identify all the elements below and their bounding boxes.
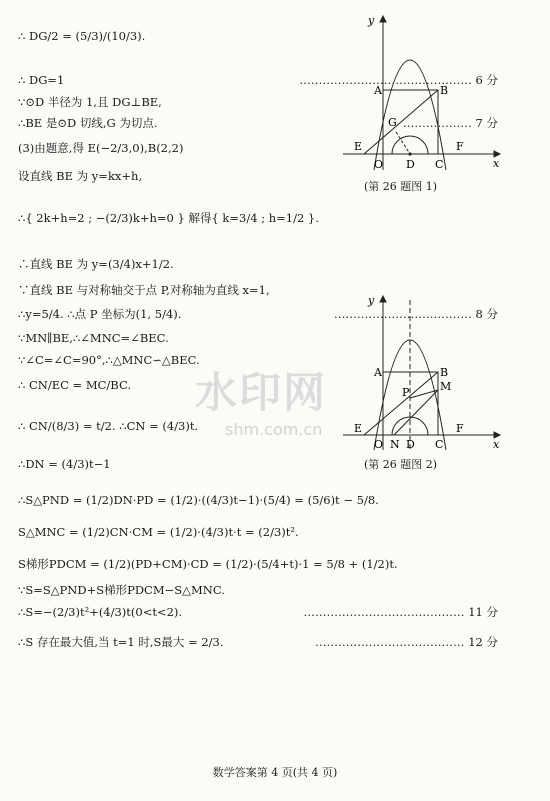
figure-1-caption: (第 26 题图 1)	[364, 180, 438, 193]
figure-1	[338, 10, 508, 175]
figure-2-caption: (第 26 题图 2)	[364, 458, 438, 471]
line-dg-ratio: ∴ DG/2 = (5/3)/(10/3).	[18, 29, 146, 43]
label-b: B	[440, 84, 449, 97]
label-g: G	[388, 116, 397, 129]
y-axis-arrow	[380, 296, 386, 302]
label-d: D	[406, 438, 415, 451]
watermark-url: shm.com.cn	[225, 420, 323, 439]
line-tangent: ∴BE 是⊙D 切线,G 为切点.	[18, 116, 158, 130]
label-x: x	[493, 157, 500, 170]
points-12: ………………………………… 12 分	[315, 635, 498, 649]
page-footer: 数学答案第 4 页(共 4 页)	[212, 766, 338, 779]
watermark-main: 水印网	[195, 368, 328, 417]
watermark	[195, 360, 327, 439]
label-y: y	[368, 294, 375, 307]
points-11: …………………………………… 11 分	[303, 605, 498, 619]
label-f: F	[456, 140, 464, 153]
point-d	[408, 152, 411, 155]
label-m: M	[440, 380, 452, 393]
trapezoid-pdcm	[410, 390, 438, 435]
label-n: N	[390, 438, 400, 451]
label-o: O	[374, 158, 384, 171]
label-d: D	[406, 158, 415, 171]
line-be-eq: ∴直线 BE 为 y=(3/4)x+1/2.	[18, 257, 174, 271]
label-e: E	[354, 422, 363, 435]
line-system: ∴{ 2k+h=2 ; −(2/3)k+h=0 } 解得{ k=3/4 ; h=1/2 }.	[18, 211, 319, 225]
line-s-max: ∴S 存在最大值,当 t=1 时,S最大 = 2/3.	[18, 635, 224, 649]
line-part3: (3)由题意,得 E(−2/3,0),B(2,2)	[18, 141, 184, 155]
label-e: E	[354, 140, 363, 153]
label-y: y	[368, 14, 375, 27]
line-set-be: 设直线 BE 为 y=kx+h,	[18, 169, 143, 183]
label-x: x	[493, 438, 500, 451]
line-area-trap: S梯形PDCM = (1/2)(PD+CM)·CD = (1/2)·(5/4+t)·1 = 5/8 + (1/2)t.	[18, 557, 398, 571]
line-dg-value: ∴ DG=1	[18, 73, 65, 87]
line-parallel: ∵MN∥BE,∴∠MNC=∠BEC.	[18, 331, 169, 345]
line-be	[364, 372, 438, 435]
points-6: ……………………………………… 6 分	[299, 73, 498, 87]
label-c: C	[435, 158, 444, 171]
semicircle-d	[392, 136, 428, 154]
label-o: O	[374, 438, 384, 451]
line-s-formula: ∴S=−(2/3)t²+(4/3)t(0<t<2).	[18, 605, 183, 619]
label-p: P	[402, 386, 410, 399]
line-s-sum: ∵S=S△PND+S梯形PDCM−S△MNC.	[18, 583, 225, 597]
line-dg	[396, 132, 410, 154]
line-be	[364, 90, 438, 154]
y-axis-arrow	[380, 16, 386, 22]
line-ratio: ∴ CN/EC = MC/BC.	[18, 378, 132, 392]
line-cn: ∴ CN/(8/3) = t/2. ∴CN = (4/3)t.	[18, 419, 199, 433]
line-area-mnc: S△MNC = (1/2)CN·CM = (1/2)·(4/3)t·t = (2/3)t².	[18, 525, 299, 539]
label-f: F	[456, 422, 464, 435]
line-area-pnd: ∴S△PND = (1/2)DN·PD = (1/2)·((4/3)t−1)·(5/4) = (5/6)t − 5/8.	[18, 493, 379, 507]
line-dn: ∴DN = (4/3)t−1	[18, 457, 111, 471]
line-radius: ∵⊙D 半径为 1,且 DG⊥BE,	[18, 95, 162, 109]
label-c: C	[435, 438, 444, 451]
label-b: B	[440, 366, 449, 379]
label-a: A	[374, 366, 382, 379]
points-8: ……………………………… 8 分	[333, 307, 498, 321]
line-p-coord: ∴y=5/4. ∴点 P 坐标为(1, 5/4).	[18, 307, 182, 321]
line-similar: ∵∠C=∠C=90°,∴△MNC∽△BEC.	[18, 353, 200, 367]
figure-2	[338, 290, 508, 455]
label-a: A	[374, 84, 382, 97]
points-7: ……………… 7 分	[402, 116, 498, 130]
line-axis: ∵直线 BE 与对称轴交于点 P,对称轴为直线 x=1,	[18, 283, 270, 297]
